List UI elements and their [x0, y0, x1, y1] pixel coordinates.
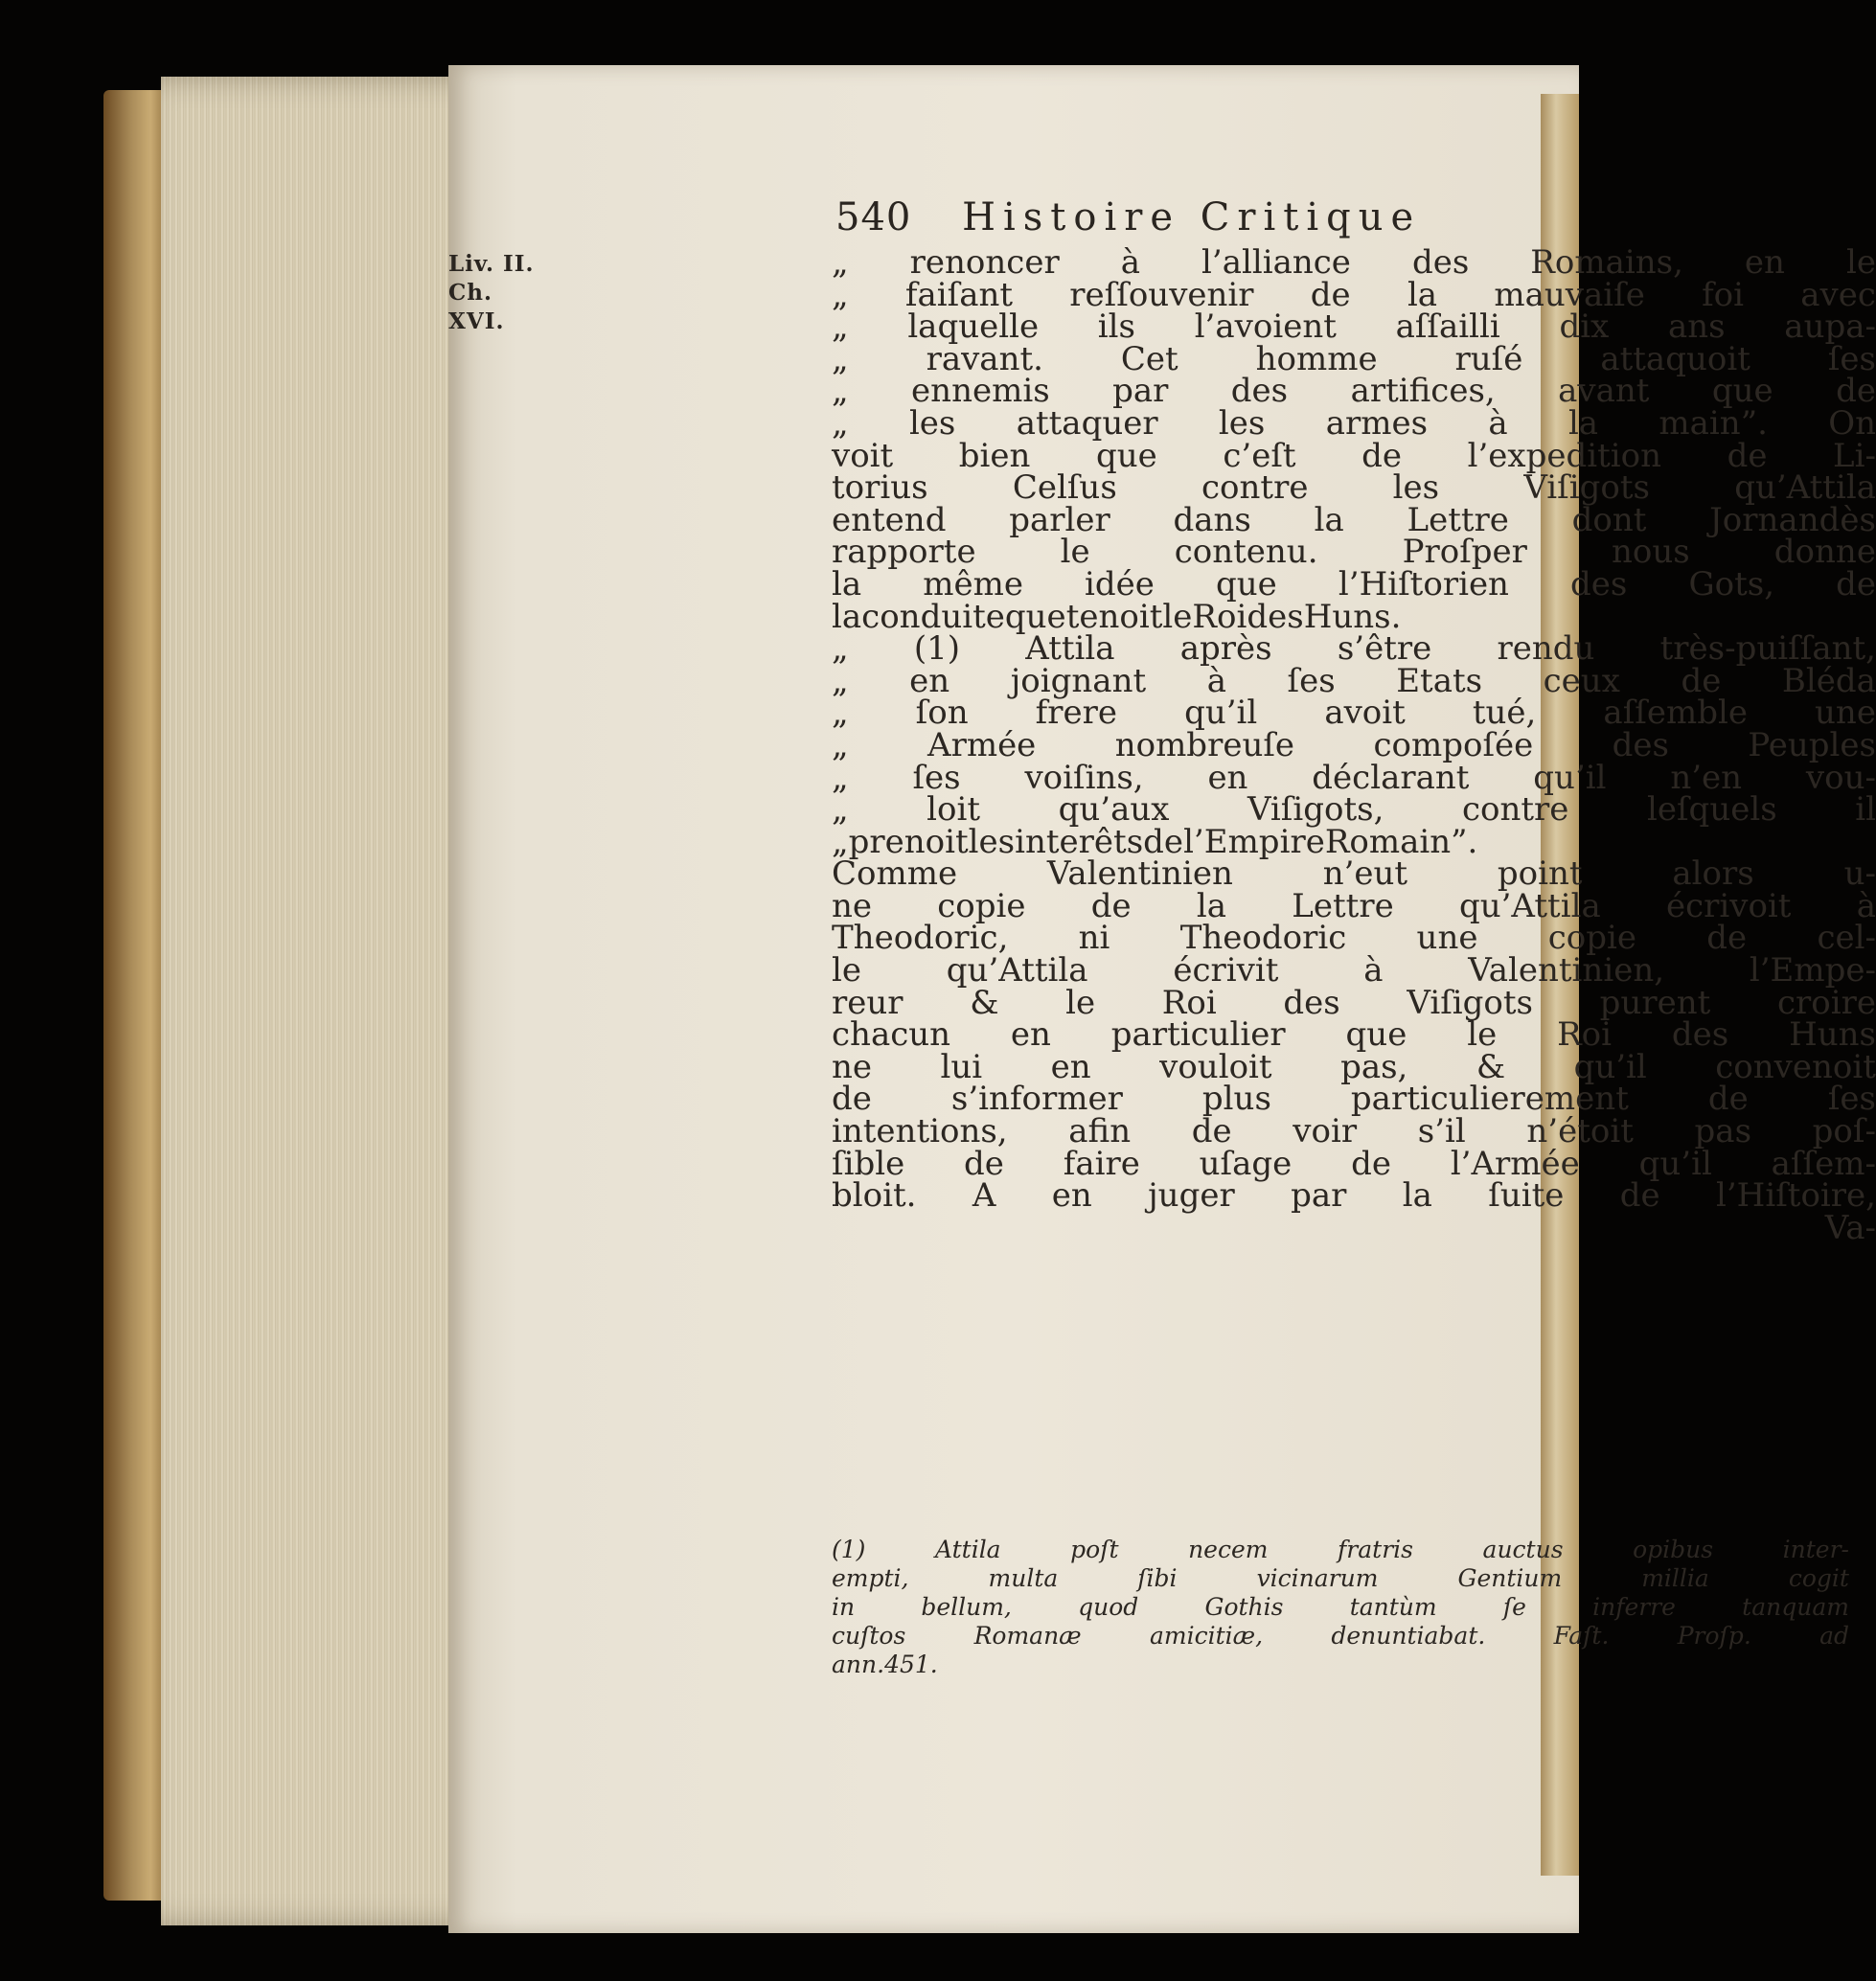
- text-line: „ laquelle ils l’avoient aſſailli dix ans aupa-: [832, 307, 1876, 347]
- text-line: Theodoric, ni Theodoric une copie de cel-: [832, 919, 1876, 958]
- text-line: „ en joignant à ſes Etats ceux de Bléda: [832, 661, 1876, 700]
- text-line: de s’informer plus particulierement de ſes: [832, 1080, 1876, 1119]
- text-line: „ ennemis par des artifices, avant que de: [832, 372, 1876, 411]
- book: [103, 61, 1876, 1939]
- footnote-line: (1) Attila poſt necem fratris auctus opibus inter-: [832, 1536, 1849, 1563]
- text-line: „ les attaquer les armes à la main”. On: [832, 403, 1876, 443]
- text-line: ne copie de la Lettre qu’Attila écrivoit à: [832, 886, 1876, 925]
- text-line: „ renoncer à l’alliance des Romains, en le: [832, 243, 1876, 282]
- text-line: ne lui en vouloit pas, & qu’il convenoit: [832, 1047, 1876, 1086]
- text-line: rapporte le contenu. Proſper nous donne: [832, 533, 1876, 572]
- text-line: „ faiſant reſſouvenir de la mauvaiſe foi avec: [832, 275, 1876, 314]
- text-line: ſible de faire uſage de l’Armée qu’il aſſem-: [832, 1144, 1876, 1183]
- footnote: [832, 1536, 1849, 1679]
- page-number: 540: [835, 195, 912, 239]
- text-line: „ prenoit les interêts de l’Empire Romain”.: [832, 822, 1478, 861]
- text-line: „ (1) Attila après s’être rendu très-puiſſant,: [832, 629, 1876, 669]
- text-line: le qu’Attila écrivit à Valentinien, l’Empe-: [832, 951, 1876, 990]
- footnote-line: ann. 451.: [832, 1651, 938, 1678]
- margin-note: Liv. II. Ch. XVI.: [448, 251, 535, 334]
- text-line: „ ravant. Cet homme ruſé attaquoit ſes: [832, 339, 1876, 378]
- footnote-line: cuſtos Romanæ amicitiæ, denuntiabat. Faſt. Proſp. ad: [832, 1622, 1849, 1650]
- text-line: „ ſes voiſins, en déclarant qu’il n’en vou-: [832, 758, 1876, 797]
- body-text: [832, 243, 1876, 1247]
- text-line: voit bien que c’eſt de l’expedition de Li-: [832, 436, 1876, 475]
- text-line: chacun en particulier que le Roi des Huns: [832, 1015, 1876, 1055]
- text-line: torius Celſus contre les Viſigots qu’Attila: [832, 468, 1876, 508]
- footnote-line: in bellum, quod Gothis tantùm ſe inferre tanquam: [832, 1593, 1849, 1621]
- text-line: Comme Valentinien n’eut point alors u-: [832, 854, 1876, 894]
- text-line: „ ſon frere qu’il avoit tué, aſſemble une: [832, 694, 1876, 733]
- text-line: la même idée que l’Hiſtorien des Gots, de: [832, 564, 1876, 603]
- text-line: entend parler dans la Lettre dont Jornandès: [832, 500, 1876, 539]
- footnote-line: empti, multa ſibi vicinarum Gentium millia cogit: [832, 1564, 1849, 1592]
- running-title: Histoire Critique: [962, 195, 1422, 239]
- text-line: bloit. A en juger par la ſuite de l’Hiſtoire,: [832, 1176, 1876, 1216]
- book-page: [448, 65, 1876, 1933]
- running-head: [835, 195, 1813, 239]
- text-line: „ Armée nombreuſe compoſée des Peuples: [832, 725, 1876, 764]
- text-line: reur & le Roi des Viſigots purent croire: [832, 983, 1876, 1022]
- text-line: intentions, afin de voir s’il n’étoit pas poſ-: [832, 1112, 1876, 1151]
- catchword: Va-: [1824, 1208, 1876, 1247]
- text-line: la conduite que tenoit le Roi des Huns.: [832, 597, 1402, 636]
- text-line: „ loit qu’aux Viſigots, contre leſquels il: [832, 790, 1876, 830]
